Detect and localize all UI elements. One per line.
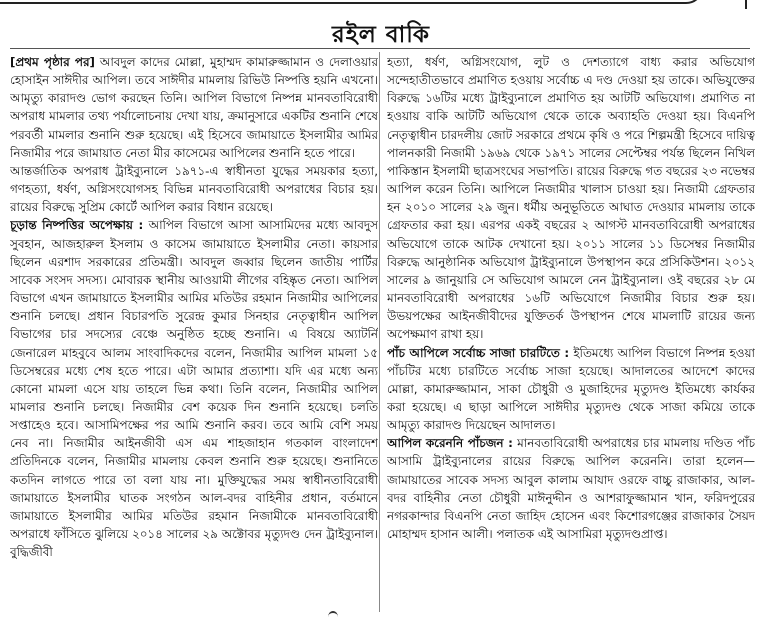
- headline-rule: [10, 48, 750, 49]
- subheading-no-appeal: আপিল করেননি পাঁচজন :: [387, 436, 513, 451]
- paragraph-text: মানবতাবিরোধী অপরাধের চার মামলায় দণ্ডিত পাঁচ আসামি ট্রাইব্যুনালের রায়ের বিরুদ্ধে আপিল করেননি। তারা হলেন— জামায়াতের সাবেক সদস্য আবুল কালাম আযাদ ওরফে বাচ্চু রাজাকার, আল-বদর বাহিনীর নেতা চৌধুরী মাঈনুদ্দীন ও আশরাফুজ্জামান খান, ফরিদপুরের নগরকান্দার বিএনপি নেতা জাহিদ হোসেন এবং কিশোরগঞ্জের রাজাকার সৈয়দ মোহাম্মদ হাসান আলী। পলাতক এই আসামিরা মৃত্যুদণ্ডপ্রাপ্ত।: [387, 436, 755, 542]
- left-column: [10, 53, 378, 613]
- paragraph-tribunal: আন্তর্জাতিক অপরাধ ট্রাইব্যুনালে ১৯৭১-এ স্বাধীনতা যুদ্ধের সময়কার হত্যা, গণহত্যা, ধর্ষণ, অগ্নিসংযোগসহ বিভিন্ন মানবতাবিরোধী অপরাধের বিচার হয়। রায়ের বিরুদ্ধে সুপ্রিম কোর্টে আপিল করার বিধান রয়েছে।: [10, 163, 378, 215]
- article-headline: রইল বাকি: [332, 22, 430, 48]
- subheading-pending: চূড়ান্ত নিষ্পত্তির অপেক্ষায় :: [10, 218, 144, 233]
- paragraph-text: ইতিমধ্যে আপিল বিভাগে নিষ্পন্ন হওয়া পাঁচটির মধ্যে চারটিতে সর্বোচ্চ সাজা হয়েছে। আদালতের আদেশে কাদের মোল্লা, কামারুজ্জামান, সাকা চৌধুরী ও মুজাহিদের মৃত্যুদণ্ড ইতিমধ্যে কার্যকর করা হয়েছে। এ ছাড়া আপিলে সাঈদীর মৃত্যুদণ্ড থেকে সাজা কমিয়ে তাকে আমৃত্যু কারাদণ্ড দিয়েছেন আদালত।: [387, 345, 755, 433]
- paragraph-pending: [10, 216, 378, 561]
- paragraph-text: আপিল বিভাগে আসা আসামিদের মধ্যে আবদুস সুবহান, আজহারুল ইসলাম ও কাসেম জামায়াতে ইসলামীর নেতা। কায়সার ছিলেন এরশাদ সরকারের প্রতিমন্ত্রী। আবদুল জব্বার ছিলেন জাতীয় পার্টির সাবেক সংসদ সদস্য। মোবারক স্থানীয় আওয়ামী লীগের বহিষ্কৃত নেতা। আপিল বিভাগে এখন জামায়াতে ইসলামীর আমির মতিউর রহমান নিজামীর আপিলের শুনানি চলছে। প্রধান বিচারপতি সুরেন্দ্র কুমার সিনহার নেতৃত্বাধীন আপিল বিভাগের চার সদস্যের বেঞ্চে অনুষ্ঠিত হচ্ছে শুনানি। এ বিষয়ে অ্যাটর্নি জেনারেল মাহবুবে আলম সাংবাদিকদের বলেন, নিজামীর আপিল মামলা ১৫ ডিসেম্বরের মধ্যে শেষ হতে পারে। এটা আমার প্রত্যাশা। যদি এর মধ্যে অন্য কোনো মামলা এসে যায় তাহলে ভিন্ন কথা। তিনি বলেন, নিজামীর আপিল মামলার শুনানি চলছে। নিজামীর বেশ কয়েক দিন শুনানি হয়েছে। চলতি সপ্তাহেও হবে। আসামিপক্ষের পর আমি শুনানি করব। তবে আমি বেশি সময় নেব না। নিজামীর আইনজীবী এস এম শাহজাহান গতকাল বাংলাদেশ প্রতিদিনকে বলেন, নিজামীর মামলায় কেবল শুনানি শুরু হয়েছে। শুনানিতে কতদিন লাগতে পারে তা বলা যায় না। মুক্তিযুদ্ধের সময় স্বাধীনতাবিরোধী জামায়াতে ইসলামীর ঘাতক সংগঠন আল-বদর বাহিনীর প্রধান, বর্তমানে জামায়াতে ইসলামীর আমির মতিউর রহমান নিজামীকে মানবতাবিরোধী অপরাধে ফাঁসিতে ঝুলিয়ে ২০১৪ সালের ২৯ অক্টোবর মৃত্যুদণ্ড দেন ট্রাইব্যুনাল। বুদ্ধিজীবী: [10, 218, 378, 560]
- continuation-label: [প্রথম পৃষ্ঠার পর]: [10, 55, 95, 69]
- paragraph-no-appeal: [387, 434, 755, 543]
- paragraph-nizami: হত্যা, ধর্ষণ, অগ্নিসংযোগ, লুট ও দেশত্যাগে বাধ্য করার অভিযোগ সন্দেহাতীতভাবে প্রমাণিত হওয়ায় সর্বোচ্চ এ দণ্ড দেওয়া হয় তাকে। অভিযুক্তের বিরুদ্ধে ১৬টির মধ্যে ট্রাইব্যুনালে প্রমাণিত হয় আটটি অভিযোগ। প্রমাণিত না হওয়ায় বাকি আটটি অভিযোগ থেকে তাকে অব্যাহতি দেওয়া হয়। বিএনপি নেতৃত্বাধীন চারদলীয় জোট সরকারে প্রথমে কৃষি ও পরে শিল্পমন্ত্রী হিসেবে দায়িত্ব পালনকারী নিজামী ১৯৬৯ থেকে ১৯৭১ সালের সেপ্টেম্বর পর্যন্ত ছিলেন নিখিল পাকিস্তান ইসলামী ছাত্রসংঘের সভাপতি। রায়ের বিরুদ্ধে গত বছরের ২৩ নভেম্বর আপিল করেন তিনি। আপিলে নিজামীর খালাস চাওয়া হয়। নিজামী গ্রেফতার হন ২০১০ সালের ২৯ জুন। ধর্মীয় অনুভূতিতে আঘাত দেওয়ার মামলায় তাকে গ্রেফতার করা হয়। এরপর একই বছরের ২ আগস্ট মানবতাবিরোধী অপরাধের অভিযোগে তাকে আটক দেখানো হয়। ২০১১ সালের ১১ ডিসেম্বর নিজামীর বিরুদ্ধে আনুষ্ঠানিক অভিযোগ ট্রাইব্যুনালে উপস্থাপন করে প্রসিকিউশন। ২০১২ সালের ৯ জানুয়ারি সে অভিযোগ আমলে নেন ট্রাইব্যুনাল। ওই বছরের ২৮ মে মানবতাবিরোধী অপরাধের ১৬টি অভিযোগে নিজামীর বিচার শুরু হয়। উভয়পক্ষের আইনজীবীদের যুক্তিতর্ক উপস্থাপন শেষে মামলাটি রায়ের জন্য অপেক্ষমাণ রাখা হয়।: [387, 55, 755, 342]
- bottom-ornament: [328, 611, 338, 623]
- top-frame-edge: [745, 0, 747, 9]
- paragraph-text: আবদুল কাদের মোল্লা, মুহাম্মদ কামারুজ্জামান ও দেলাওয়ার হোসাইন সাঈদীর আপিল। তবে সাঈদীর মামলায় রিভিউ নিষ্পত্তি হয়নি এখনো। আমৃত্যু কারাদণ্ড ভোগ করছেন তিনি। আপিল বিভাগে নিষ্পন্ন মানবতাবিরোধী অপরাধ মামলার তথ্য পর্যালোচনায় দেখা যায়, ক্রমানুসারে একটির শুনানি শেষে পরবর্তী মামলার শুনানি শুরু হয়েছে। এই হিসেবে জামায়াতে ইসলামীর আমির নিজামীর পরে জামায়াত নেতা মীর কাসেমের আপিলের শুনানি হতে পারে।: [10, 55, 378, 160]
- top-frame-border: [0, 0, 704, 4]
- paragraph-continued: [10, 53, 378, 162]
- column-divider: [379, 52, 380, 612]
- paragraph-highest-sentence: [387, 344, 755, 435]
- subheading-highest-sentence: পাঁচ আপিলে সর্বোচ্চ সাজা চারটিতে :: [387, 345, 570, 360]
- right-column: [387, 53, 755, 613]
